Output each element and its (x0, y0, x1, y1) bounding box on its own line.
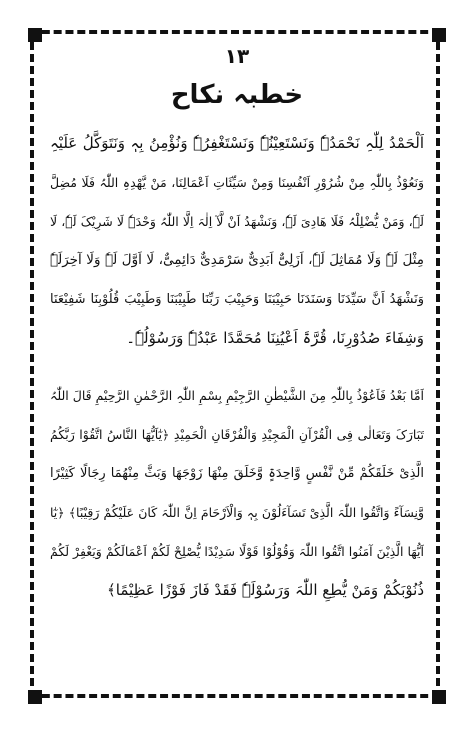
corner-square-icon (432, 28, 446, 42)
text-line: اَمَّا بَعْدُ فَاَعُوْذُ بِاللّٰہِ مِنَ الشَّیْطٰنِ الرَّجِیْمِ بِسْمِ اللّٰہِ الرَّحْمٰنِ الرَّحِیْمِ قَالَ اللّٰہُ (50, 388, 424, 403)
text-line: وَشِفَاءَ صُدُوْرِنَا، قُرَّۃَ اَعْیُنِنَا مُحَمَّدًا عَبْدُہٗ وَرَسُوْلُہٗ۔ (126, 329, 424, 347)
text-line: ذُنُوْبَکُمْ وَمَنْ یُّطِعِ اللّٰہَ وَرَسُوْلَہٗ فَقَدْ فَازَ فَوْزًا عَظِیْمًا﴾ (107, 581, 424, 599)
text-line: مِثْلَ لَہٗ وَلَا مُمَاثِلَ لَہٗ، اَزَلِیٌّ اَبَدِیٌّ سَرْمَدِیٌّ دَائِمِیٌّ، لَا اَوَّلَ لَہٗ وَلَا آخِرَلَہٗ (50, 252, 424, 268)
corner-square-icon (432, 690, 446, 704)
sermon-paragraph-1 (50, 124, 424, 358)
page-number: ١٣ (224, 44, 250, 68)
text-line: الَّذِیْ خَلَقَکُمْ مِّنْ نَّفْسٍ وَّاحِدَۃٍ وَّخَلَقَ مِنْھَا زَوْجَھَا وَبَثَّ مِنْھُمَا رِجَالًا کَثِیْرًا (50, 466, 424, 481)
sermon-paragraph-2 (50, 376, 424, 610)
text-line: لَہٗ، وَمَنْ یُّضْلِلْہُ فَلَا ھَادِیَ لَہٗ، وَنَشْھَدُ اَنْ لَّآ اِلٰہَ اِلَّا اللّٰہُ وَحْدَہٗ لَا شَرِیْکَ لَہٗ، لَا (50, 214, 424, 229)
page-title: خطبہ نکاح (170, 80, 304, 110)
corner-square-icon (28, 690, 42, 704)
text-line: تَبَارَکَ وَتَعَالٰی فِی الْقُرْآنِ الْمَجِیْدِ وَالْفُرْقَانِ الْحَمِیْدِ ﴿یٰٓاَیُّھَا النَّاسُ اتَّقُوْا رَبَّکُمُ (50, 427, 424, 442)
corner-square-icon (28, 28, 42, 42)
text-line: اَلْحَمْدُ لِلّٰہِ نَحْمَدُہٗ وَنَسْتَعِیْنُہٗ وَنَسْتَغْفِرُہٗ وَنُؤْمِنُ بِہٖ وَنَتَوَکَّلُ عَلَیْہِ (50, 134, 424, 152)
text-line: وَّنِسَآءً وَاتَّقُوا اللّٰہَ الَّذِیْ تَسَآءَلُوْنَ بِہٖ وَالْاَرْحَامَ اِنَّ اللّٰہَ کَانَ عَلَیْکُمْ رَقِیْبًا﴾ ﴿یٰٓا (50, 505, 424, 520)
text-line: وَنَعُوْذُ بِاللّٰہِ مِنْ شُرُوْرِ اَنْفُسِنَا وَمِنْ سَیِّئَاتِ اَعْمَالِنَا، مَنْ یَّھْدِہِ اللّٰہُ فَلَا مُضِلَّ (50, 175, 424, 190)
text-line: اَیُّھَا الَّذِیْنَ آمَنُوا اتَّقُوا اللّٰہَ وَقُوْلُوْا قَوْلًا سَدِیْدًا یُّصْلِحْ لَکُمْ اَعْمَالَکُمْ وَیَغْفِرْ لَکُمْ (50, 544, 424, 559)
text-line: وَنَشْھَدُ اَنَّ سَیِّدَنَا وَسَنَدَنَا حَبِیْبَنَا وَحَبِیْبَ رَبِّنَا طَبِیْبَنَا وَطَبِیْبَ قُلُوْبِنَا شَفِیْعَنَا (50, 292, 424, 307)
